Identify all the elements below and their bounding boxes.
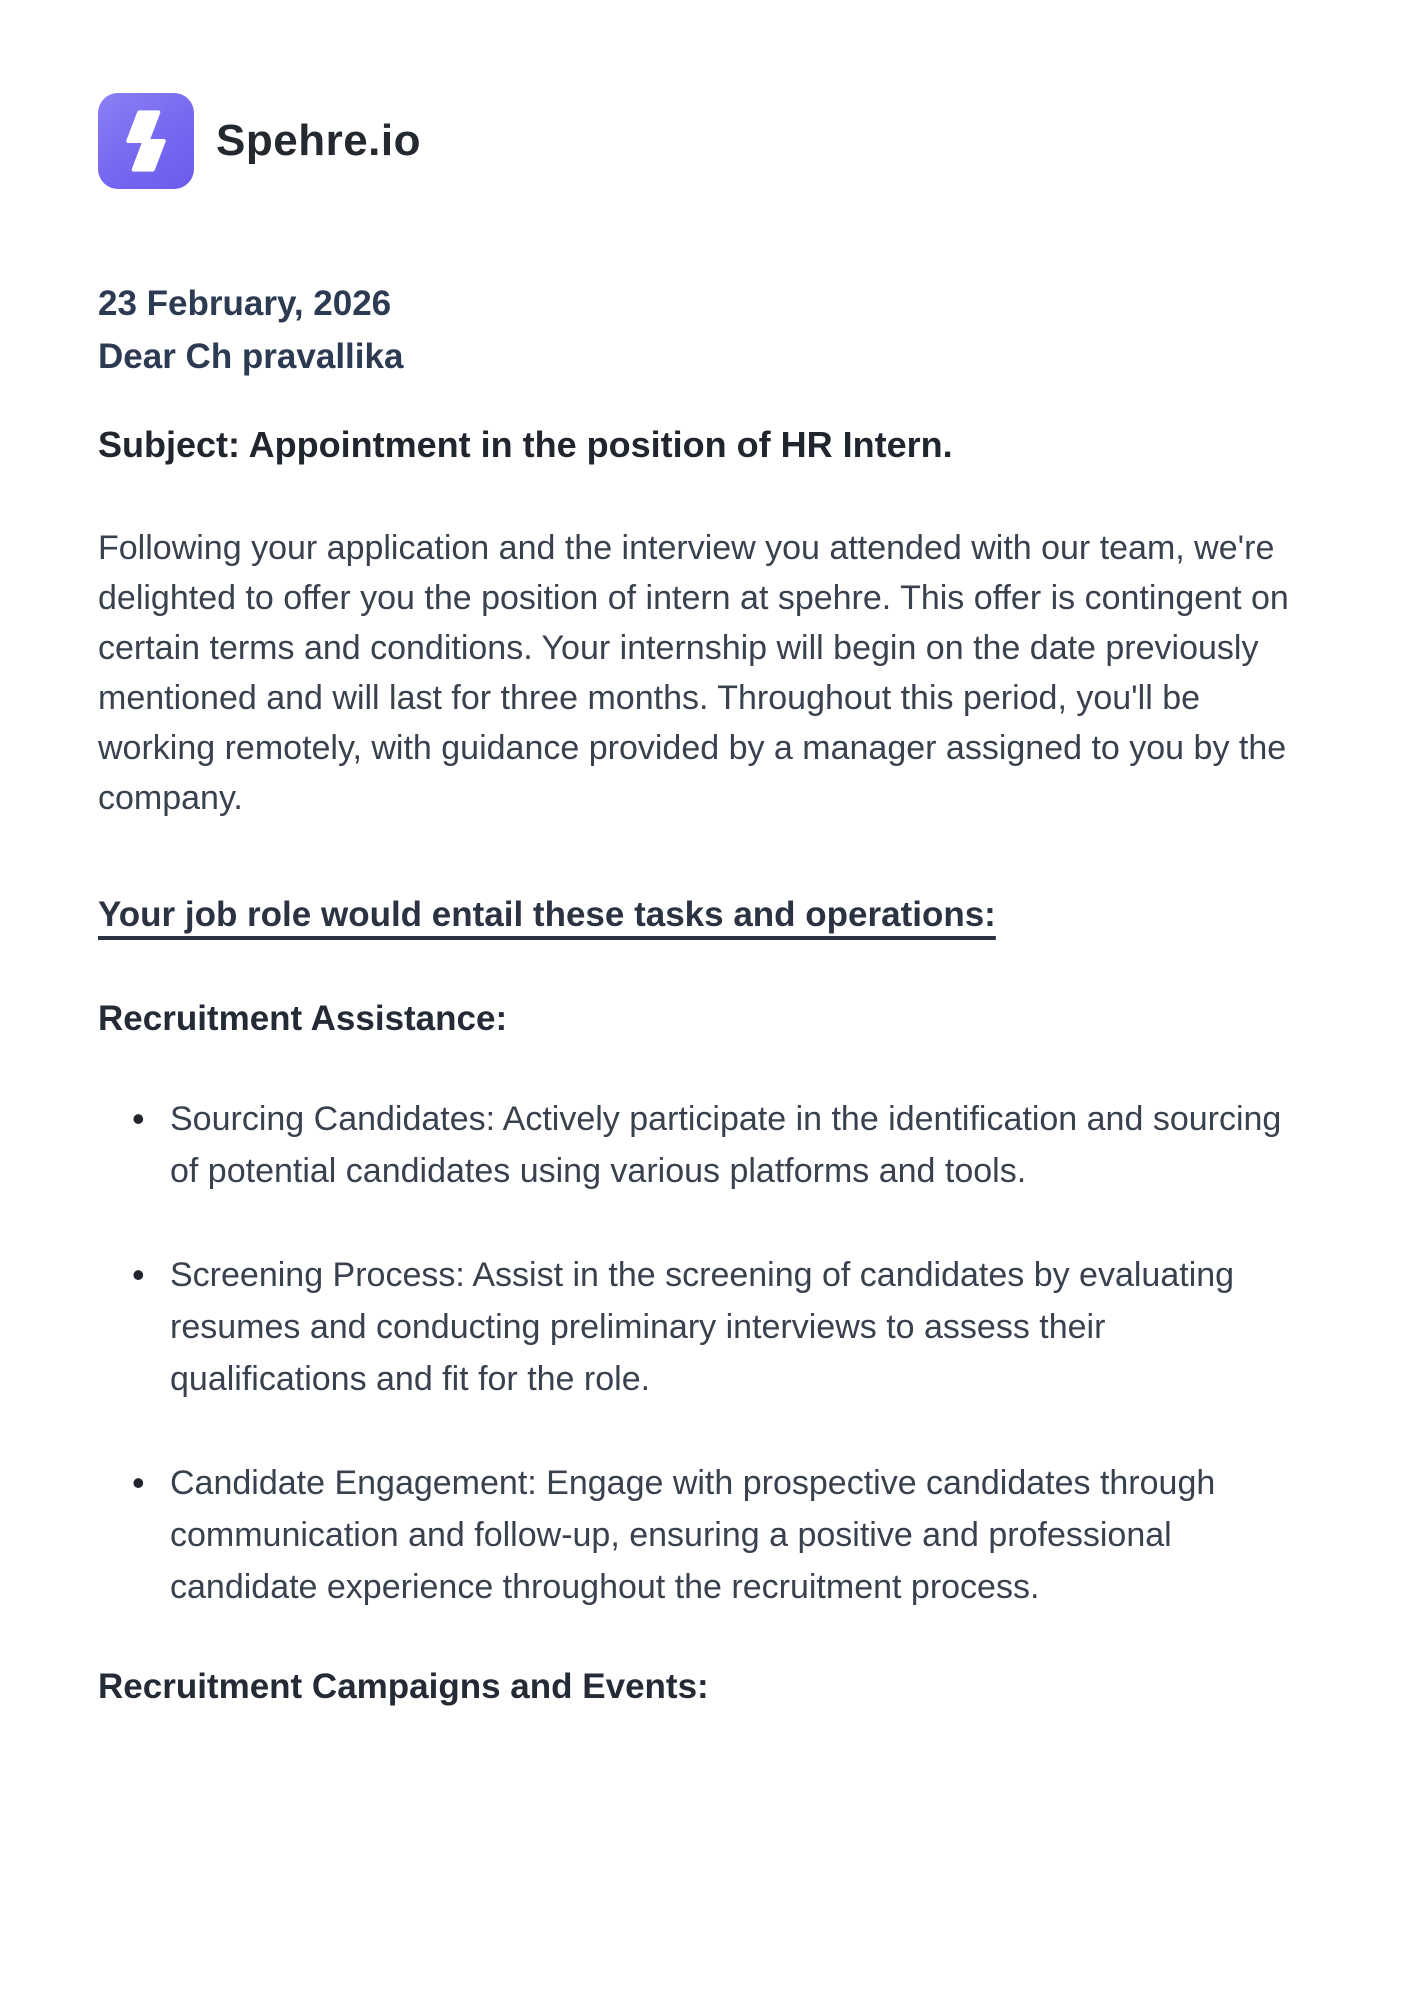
brand-name: Spehre.io	[216, 116, 421, 165]
letter-meta	[98, 277, 1330, 383]
intro-paragraph: Following your application and the interview you attended with our team, we're delighted to offer you the position of intern at spehre. This offer is contingent on certain terms and conditions. Your internship will begin on the date previously mentioned and will last for three months. Throughout this period, you'll be working remotely, with guidance provided by a manager assigned to you by the company.	[98, 529, 1289, 817]
list-item: • Candidate Engagement: Engage with prospective candidates through communication and follow-up, ensuring a positive and professional candidate experience throughout the recruitment process.	[132, 1457, 1310, 1613]
letter-date: 23 February, 2026	[98, 284, 392, 323]
section-title-recruitment-assistance: Recruitment Assistance:	[98, 999, 508, 1038]
subject-line: Subject: Appointment in the position of HR Intern.	[98, 424, 953, 465]
tasks-heading: Your job role would entail these tasks and operations:	[98, 895, 996, 934]
list-item: • Sourcing Candidates: Actively participate in the identification and sourcing of potential candidates using various platforms and tools.	[132, 1093, 1310, 1197]
recruitment-assistance-list	[132, 1093, 1330, 1613]
section-title-recruitment-campaigns: Recruitment Campaigns and Events:	[98, 1667, 709, 1706]
s-bolt-icon	[112, 107, 180, 175]
list-item: • Screening Process: Assist in the screening of candidates by evaluating resumes and conducting preliminary interviews to assess their qualifications and fit for the role.	[132, 1249, 1310, 1405]
letter-greeting: Dear Ch pravallika	[98, 337, 404, 376]
brand-header	[98, 93, 1330, 189]
spehre-logo	[98, 93, 194, 189]
